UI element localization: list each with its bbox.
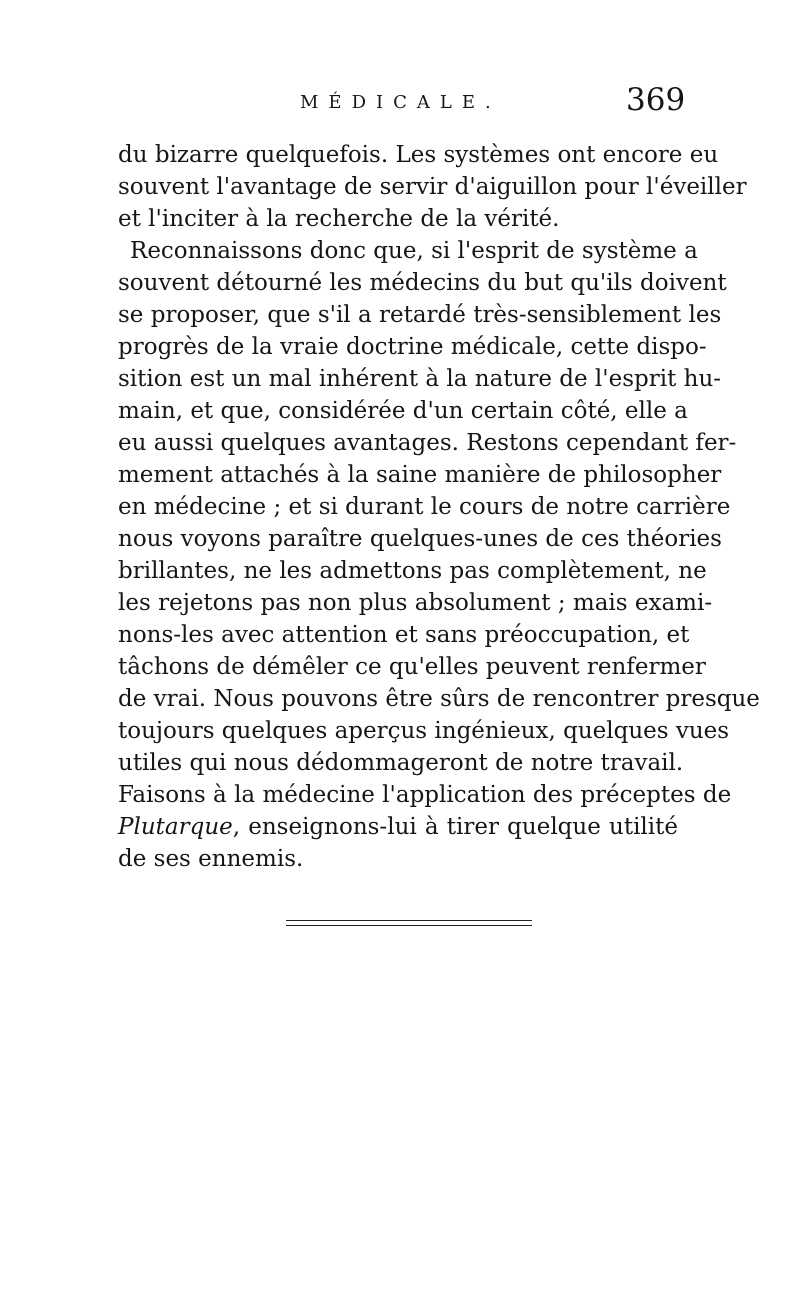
text-line: main, et que, considérée d'un certain côté, elle a [118, 398, 688, 424]
text-line: toujours quelques aperçus ingénieux, quelques vues [118, 718, 730, 744]
text-line: souvent l'avantage de servir d'aiguillon pour l'éveiller [118, 174, 747, 200]
text-line: en médecine ; et si durant le cours de notre carrière [118, 494, 731, 520]
text-line: nous voyons paraître quelques-unes de ces théories [118, 526, 722, 552]
text-line: eu aussi quelques avantages. Restons cependant fer- [118, 430, 737, 456]
text-line: Faisons à la médecine l'application des préceptes de [118, 782, 732, 808]
text-line: nons-les avec attention et sans préoccupation, et [118, 622, 690, 648]
text-line: et l'inciter à la recherche de la vérité. [118, 206, 560, 232]
text-line: mement attachés à la saine manière de philosopher [118, 462, 722, 488]
page-number: 369 [626, 82, 686, 118]
text-line: utiles qui nous dédommageront de notre travail. [118, 750, 684, 776]
paragraph-first-line: Reconnaissons donc que, si l'esprit de système a [130, 238, 698, 264]
text-line: de vrai. Nous pouvons être sûrs de rencontrer presque [118, 686, 760, 712]
text-line-with-italic [118, 812, 678, 842]
end-rule-bottom [286, 925, 532, 926]
text-line: tâchons de démêler ce qu'elles peuvent renfermer [118, 654, 706, 680]
text-line: sition est un mal inhérent à la nature de l'esprit hu- [118, 366, 722, 392]
italic-author-name: Plutarque [118, 814, 233, 840]
running-head: MÉDICALE. [300, 92, 501, 113]
text-line: progrès de la vraie doctrine médicale, cette dispo- [118, 334, 707, 360]
text-line: brillantes, ne les admettons pas complètement, ne [118, 558, 707, 584]
text-line: souvent détourné les médecins du but qu'ils doivent [118, 270, 727, 296]
text-line: du bizarre quelquefois. Les systèmes ont encore eu [118, 142, 719, 168]
end-rule-top [286, 920, 532, 921]
line-remainder: , enseignons-lui à tirer quelque utilité [232, 814, 678, 840]
text-line: se proposer, que s'il a retardé très-sensiblement les [118, 302, 722, 328]
final-text-line: de ses ennemis. [118, 846, 304, 872]
text-line: les rejetons pas non plus absolument ; mais exami- [118, 590, 713, 616]
